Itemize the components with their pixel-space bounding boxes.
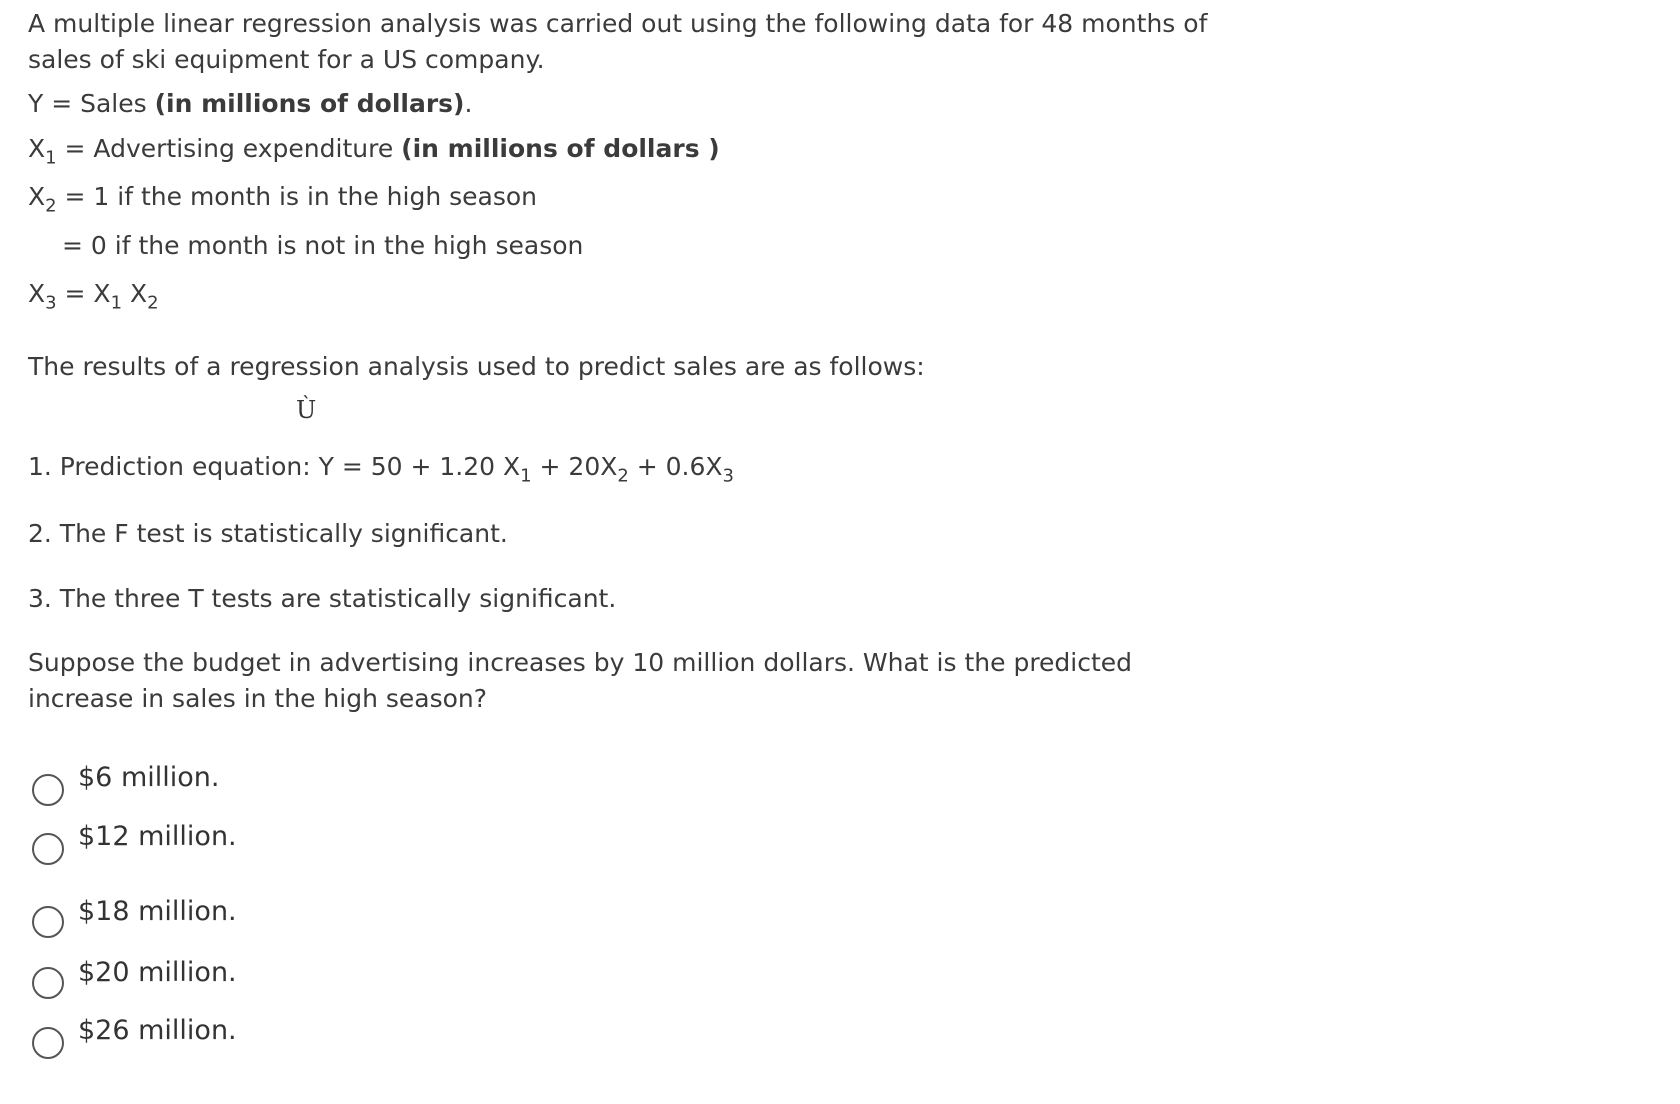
definition-x2-alt: = 0 if the month is not in the high season: [62, 231, 584, 260]
question-text: Suppose the budget in advertising increases by 10 million dollars. What is the predicted increase in sales in the high season?: [28, 648, 1133, 713]
radio-button[interactable]: [32, 967, 64, 999]
intro-text: A multiple linear regression analysis was carried out using the following data for 48 months of sales of ski equipment for a US company.: [28, 9, 1208, 74]
result-t-tests: 3. The three T tests are statistically significant.: [28, 584, 617, 613]
definition-x2: $X_2 = 1$ if the month is in the high season: [28, 182, 538, 217]
result-f-test: 2. The F test is statistically significant.: [28, 519, 508, 548]
option-label[interactable]: $18 million.: [78, 896, 237, 927]
radio-button[interactable]: [32, 774, 64, 806]
definition-y: Y = Sales (in millions of dollars).: [28, 89, 473, 118]
hat-symbol: Ù: [296, 396, 317, 424]
result-prediction-equation: 1. Prediction equation: Y = 50 + 1.20 $X_1 + 20X_2 + 0.6X_3$: [28, 452, 734, 487]
definition-x1: $X_1$ = Advertising expenditure (in millions of dollars ): [28, 134, 720, 169]
option-label[interactable]: $6 million.: [78, 762, 220, 793]
radio-button[interactable]: [32, 833, 64, 865]
option-label[interactable]: $12 million.: [78, 821, 237, 852]
definition-x3: $X_3 = X_1$ $X_2$: [28, 279, 159, 314]
results-intro: The results of a regression analysis used to predict sales are as follows:: [28, 352, 925, 381]
option-label[interactable]: $20 million.: [78, 957, 237, 988]
radio-button[interactable]: [32, 906, 64, 938]
radio-button[interactable]: [32, 1027, 64, 1059]
option-label[interactable]: $26 million.: [78, 1015, 237, 1046]
